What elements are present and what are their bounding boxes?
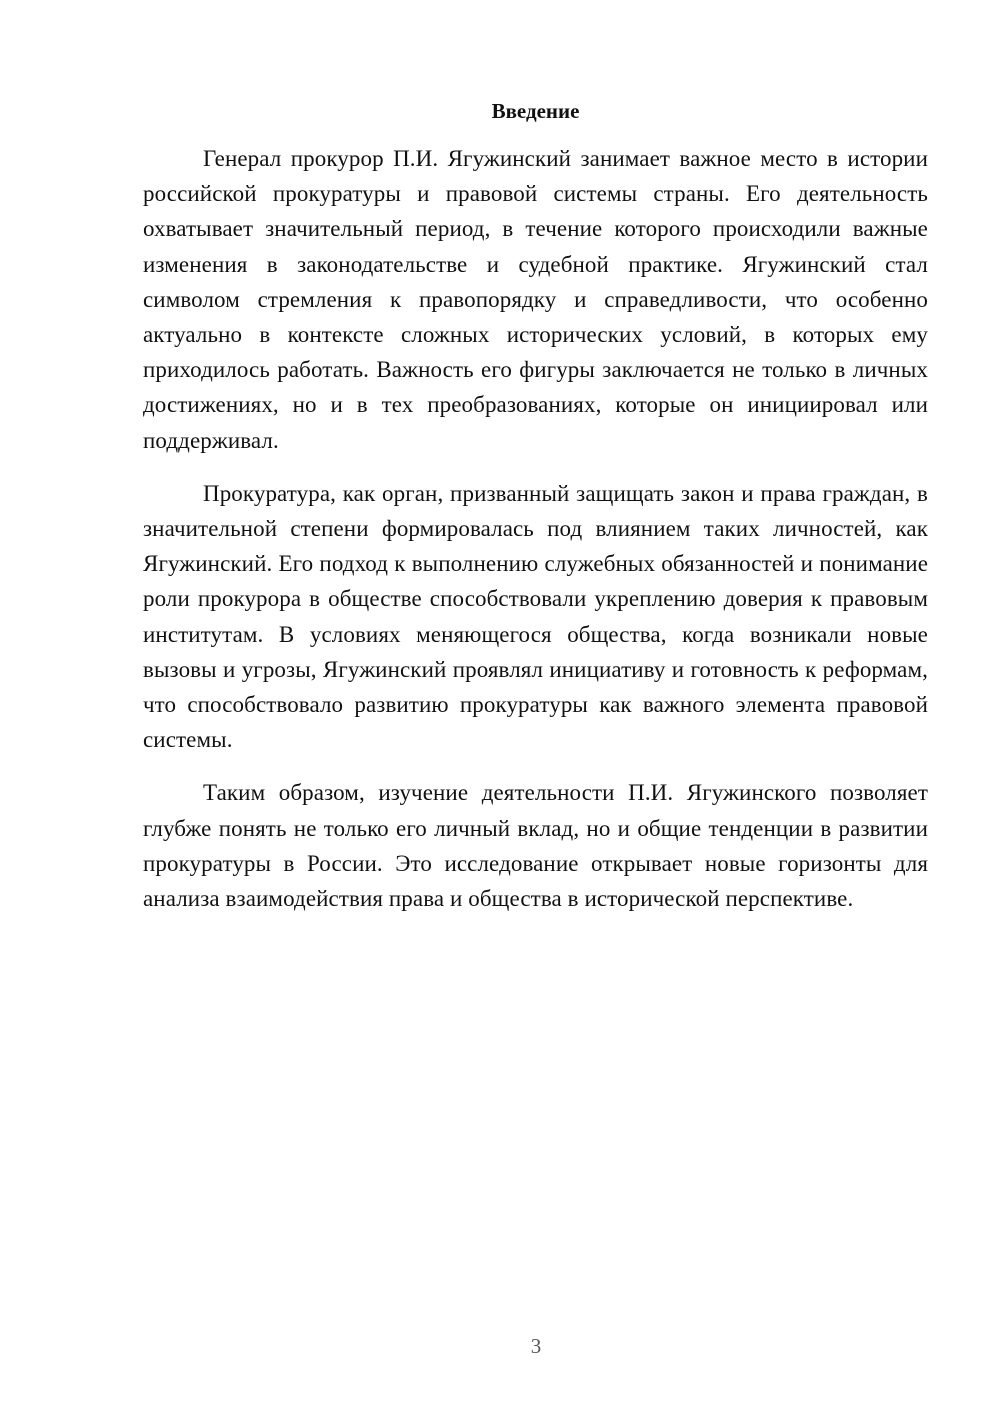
paragraph-1: Генерал прокурор П.И. Ягужинский занимает важное место в истории российской прокуратуры и правовой системы страны. Его деятельность охватывает значительный период, в течение которого происходили важные изменения в законодательстве и судебной практике. Ягужинский стал символом стремления к правопорядку и справедливости, что особенно актуально в контексте сложных исторических условий, в которых ему приходилось работать. Важность его фигуры заключается не только в личных достижениях, но и в тех преобразованиях, которые он инициировал или поддерживал. [143,146,928,453]
section-heading: Введение [491,99,580,123]
paragraph-3: Таким образом, изучение деятельности П.И. Ягужинского позволяет глубже понять не только его личный вклад, но и общие тенденции в развитии прокуратуры в России. Это исследование открывает новые горизонты для анализа взаимодействия права и общества в исторической перспективе. [143,780,928,912]
page-content [143,96,928,934]
page-number: 3 [530,1334,542,1358]
paragraph-2: Прокуратура, как орган, призванный защищать закон и права граждан, в значительной степени формировалась под влиянием таких личностей, как Ягужинский. Его подход к выполнению служебных обязанностей и понимание роли прокурора в обществе способствовали укреплению доверия к правовым институтам. В условиях меняющегося общества, когда возникали новые вызовы и угрозы, Ягужинский проявлял инициативу и готовность к реформам, что способствовало развитию прокуратуры как важного элемента правовой системы. [143,480,928,753]
